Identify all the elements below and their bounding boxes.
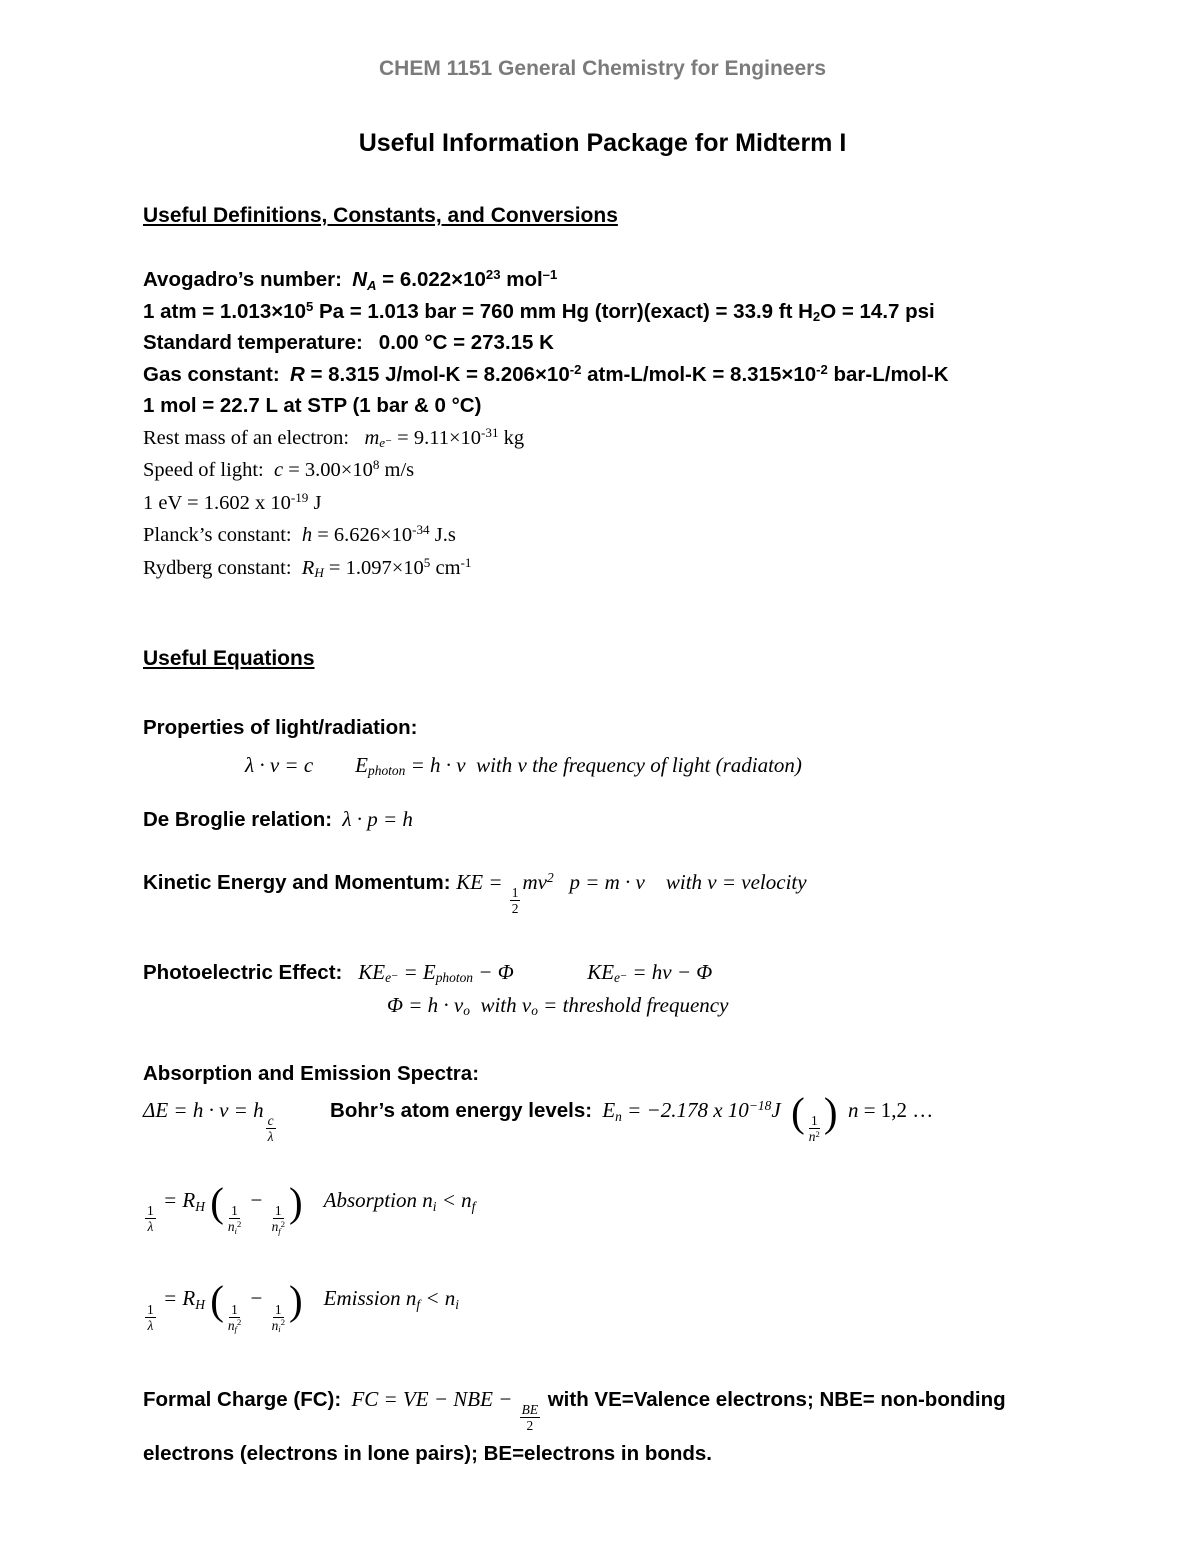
equation-photoelectric xyxy=(143,960,1062,985)
constant-electron-volt: 1 eV = 1.602 x $10^{-19}$ J xyxy=(143,489,322,514)
equation-rydberg-emission: $\frac{1}{\lambda}$ = $R_H$ ( $\frac{1}{n_f^2}$ − $\frac{1}{n_i^2}$ ) Emission $n_f < n_i$ xyxy=(147,1278,460,1334)
constant-molar-volume: 1 mol = 22.7 L at STP (1 bar & 0 °C) xyxy=(143,394,482,417)
equation-photoelectric-math: $KE_{e^-} = E_{photon} - \Phi$ $KE_{e^-} = h\nu - \Phi$ xyxy=(358,959,713,986)
equation-light-properties: λ · ν = c $E_{photon} = h \cdot \nu$ with ν the frequency of light (radiaton) xyxy=(245,752,802,779)
constant-planck: Planck’s constant: $h = 6.626\times 10^{-34}$ J.s xyxy=(143,522,456,546)
equation-de-broglie-math: λ · p = h xyxy=(342,806,413,831)
equation-kinetic-energy xyxy=(143,870,1062,916)
page-title: Useful Information Package for Midterm I xyxy=(358,129,847,157)
constant-speed-of-light: Speed of light: $c = 3.00\times 10^8$ m/s xyxy=(143,457,415,481)
section-heading-definitions: Useful Definitions, Constants, and Conversions xyxy=(143,204,618,227)
label-spectra: Absorption and Emission Spectra: xyxy=(143,1061,480,1085)
constant-standard-temperature: Standard temperature: 0.00 °C = 273.15 K xyxy=(143,331,554,354)
label-photoelectric: Photoelectric Effect: xyxy=(143,960,359,984)
course-header: CHEM 1151 General Chemistry for Engineers xyxy=(379,57,826,80)
constant-electron-rest-mass: Rest mass of an electron: $m_{e^-} = 9.11\times 10^{-31}$ kg xyxy=(143,424,525,451)
label-de-broglie: De Broglie relation: xyxy=(143,807,343,831)
equation-rydberg-absorption: $\frac{1}{\lambda}$ = $R_H$ ( $\frac{1}{n_i^2}$ − $\frac{1}{n_f^2}$ ) Absorption $n_i < n_f$ xyxy=(147,1180,476,1236)
constant-rydberg: Rydberg constant: $R_H = 1.097\times 10^5$ $cm^{-1}$ xyxy=(143,554,472,581)
equation-formal-charge: Formal Charge (FC): FC = VE − NBE − $\frac{BE}{2}$ with VE=Valence electrons; NBE= non-bonding electrons (electrons in lone pairs); BE=electrons in bonds. xyxy=(143,1386,1006,1465)
section-heading-equations: Useful Equations xyxy=(143,647,315,670)
constants-block xyxy=(143,264,1062,584)
equation-work-function: $\Phi = h \cdot \nu_o$ with $\nu_o$ = threshold frequency xyxy=(387,992,729,1019)
constant-avogadro: Avogadro’s number: $N_A = 6.022\times 10^{23}$ mol$^{-1}$ xyxy=(143,267,558,293)
equation-de-broglie xyxy=(143,807,1062,832)
label-kinetic-energy: Kinetic Energy and Momentum: xyxy=(143,870,457,894)
constant-gas-constant: Gas constant: R = 8.315 $J/mol-K = 8.206\times 10^{-2}$ $atm-L/mol-K = 8.315\times 10^{-2}$ bar-L/mol-K xyxy=(143,361,949,386)
constant-pressure-conversions: 1 atm = $1.013\times 10^5$ Pa = 1.013 bar = 760 mm Hg (torr)(exact) = 33.9 ft $H_2O = 14.7$ psi xyxy=(143,298,935,325)
label-properties-of-light: Properties of light/radiation: xyxy=(143,716,418,739)
equation-kinetic-energy-math: KE = $\frac{1}{2}$ $mv^2$ p = m · v with v = velocity xyxy=(456,869,807,916)
equation-bohr-energy-levels: ΔE = h · ν = h $\frac{c}{\lambda}$ Bohr’s atom energy levels: $E_n = -2.178$ x $10^{-18}J$ ( $\frac{1}{n^2}$ ) n = 1,2 … xyxy=(143,1090,934,1145)
